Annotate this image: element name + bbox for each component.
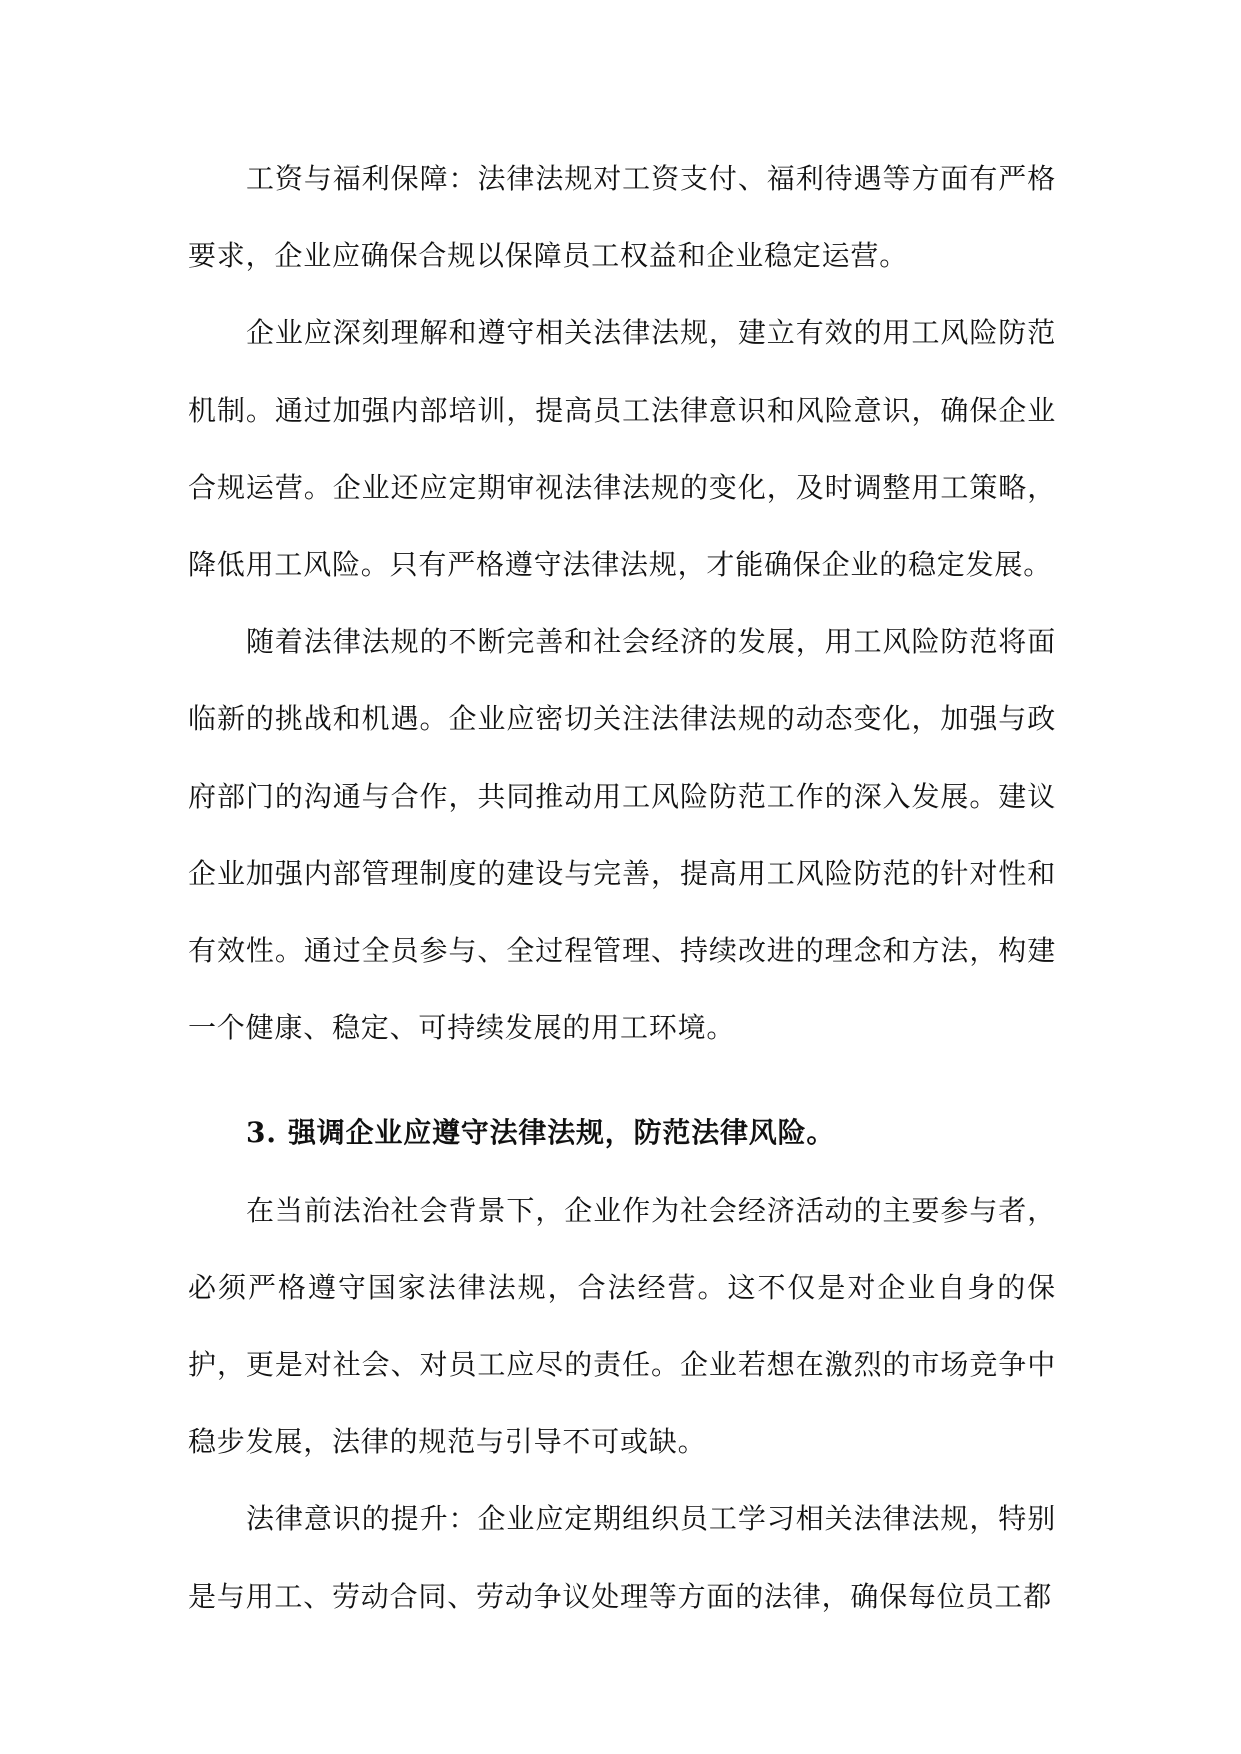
- paragraph-salary-welfare: 工资与福利保障：法律法规对工资支付、福利待遇等方面有严格要求，企业应确保合规以保障员工权益和企业稳定运营。: [188, 162, 1056, 273]
- section-title: 强调企业应遵守法律法规，防范法律风险。: [288, 1116, 836, 1150]
- paragraph-legal-background: 在当前法治社会背景下，企业作为社会经济活动的主要参与者，必须严格遵守国家法律法规，合法经营。这不仅是对企业自身的保护，更是对社会、对员工应尽的责任。企业若想在激烈的市场竞争中稳步发展，法律的规范与引导不可或缺。: [188, 1193, 1056, 1459]
- paragraph-legal-awareness: 法律意识的提升：企业应定期组织员工学习相关法律法规，特别是与用工、劳动合同、劳动争议处理等方面的法律，确保每位员工都: [188, 1502, 1056, 1613]
- paragraph-compliance-mechanism: 企业应深刻理解和遵守相关法律法规，建立有效的用工风险防范机制。通过加强内部培训，提高员工法律意识和风险意识，确保企业合规运营。企业还应定期审视法律法规的变化，及时调整用工策略，降低用工风险。只有严格遵守法律法规，才能确保企业的稳定发展。: [188, 316, 1056, 582]
- document-body: [188, 140, 1056, 1635]
- section-heading: [188, 1094, 1056, 1171]
- paragraph-future-challenges: 随着法律法规的不断完善和社会经济的发展，用工风险防范将面临新的挑战和机遇。企业应密切关注法律法规的动态变化，加强与政府部门的沟通与合作，共同推动用工风险防范工作的深入发展。建议企业加强内部管理制度的建设与完善，提高用工风险防范的针对性和有效性。通过全员参与、全过程管理、持续改进的理念和方法，构建一个健康、稳定、可持续发展的用工环境。: [188, 625, 1056, 1045]
- section-number: 3.: [246, 1116, 277, 1150]
